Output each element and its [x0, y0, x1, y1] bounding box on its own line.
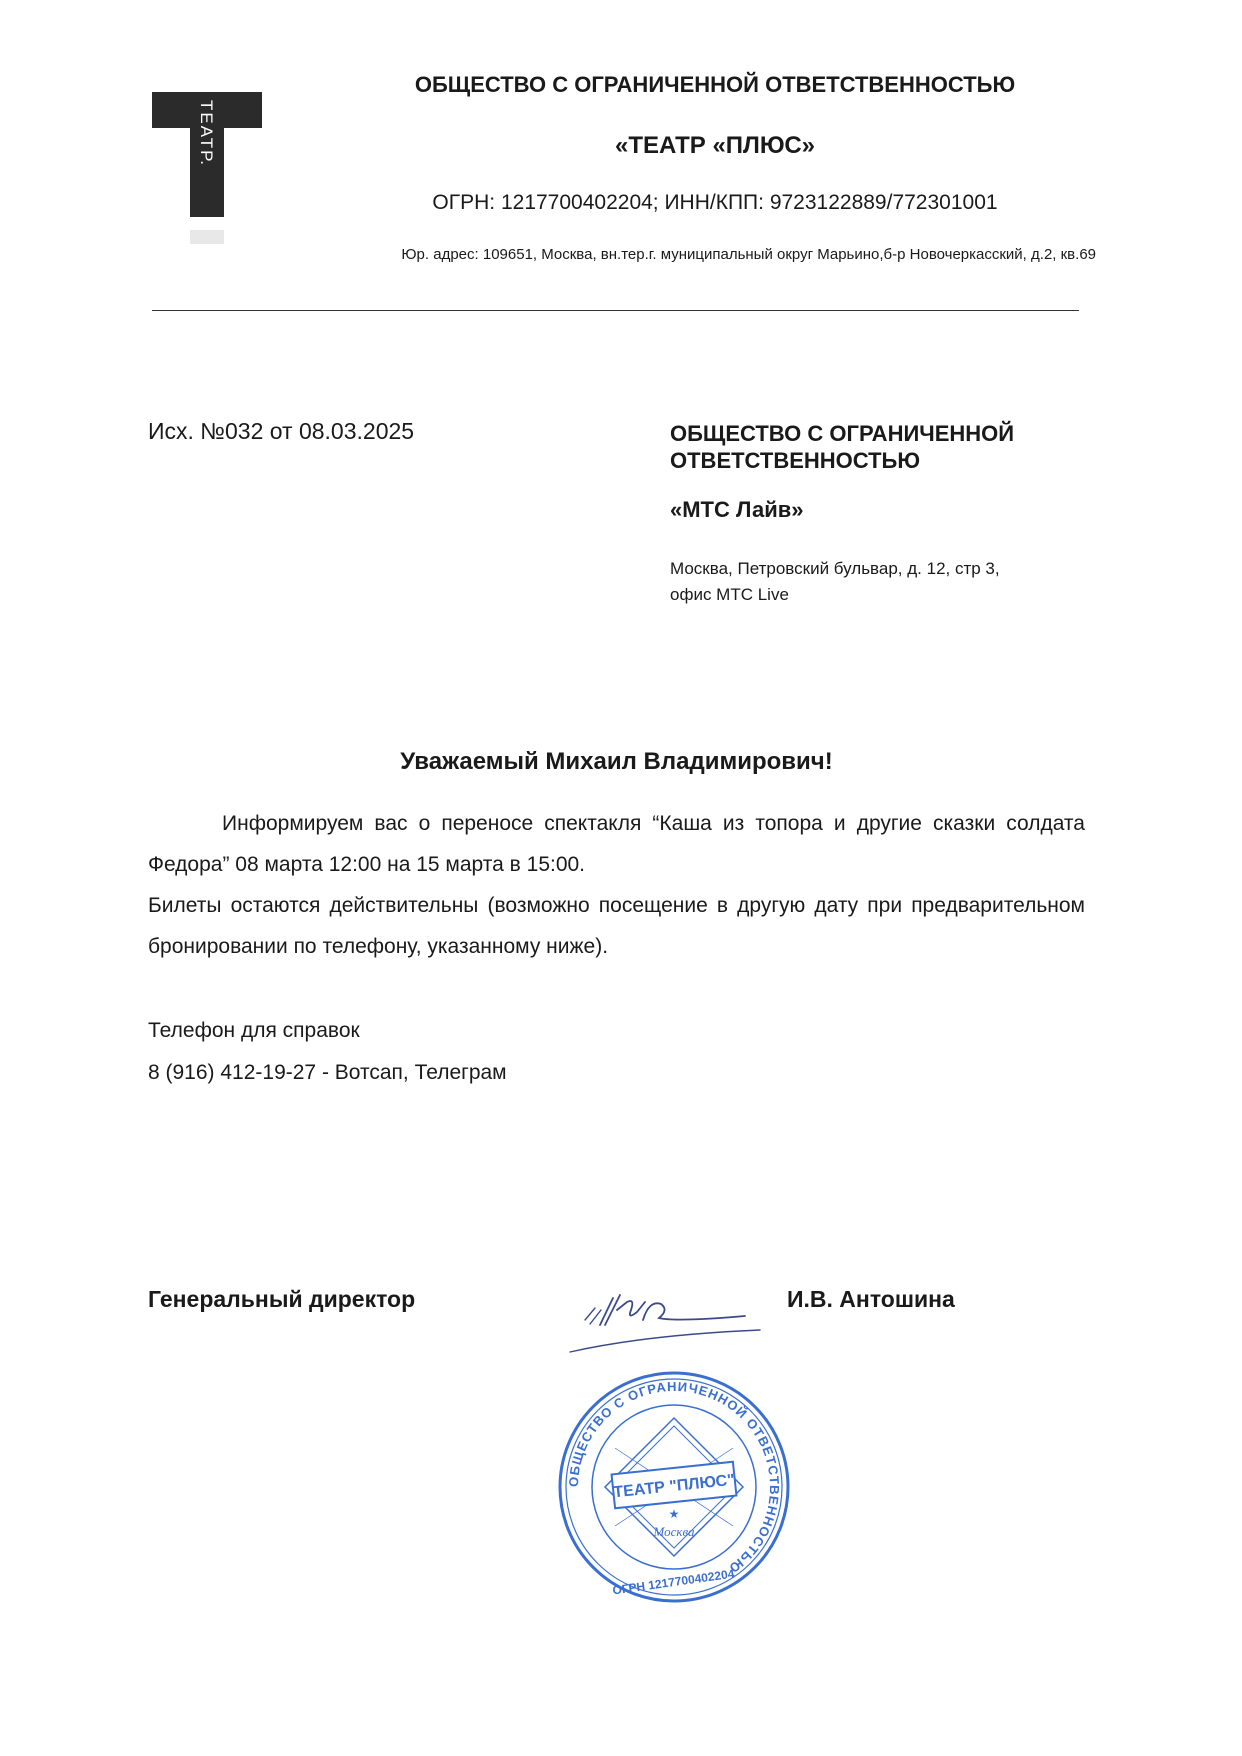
salutation: Уважаемый Михаил Владимирович! — [400, 748, 833, 775]
logo-text: ТЕАТР. — [197, 100, 216, 167]
stamp-center-text: ТЕАТР "ПЛЮС" — [612, 1471, 736, 1502]
signatory-name: И.В. Антошина — [787, 1286, 955, 1312]
letterhead-divider — [152, 310, 1079, 311]
sender-legal-address: Юр. адрес: 109651, Москва, вн.тер.г. муниципальный округ Марьино,б-р Новочеркасский, д.2, кв.69 — [401, 246, 1096, 263]
stamp-star-icon: ★ — [668, 1507, 680, 1521]
body-paragraph-2: Билеты остаются действительны (возможно посещение в другую дату при предварительном бронировании по телефону, указанному ниже). — [148, 894, 1085, 958]
signatory-title: Генеральный директор — [148, 1286, 416, 1312]
company-stamp — [555, 1368, 793, 1606]
sender-registration: ОГРН: 1217700402204; ИНН/КПП: 9723122889/772301001 — [432, 191, 998, 214]
recipient-org-name: «МТС Лайв» — [670, 497, 804, 522]
letter-body — [148, 803, 1085, 967]
stamp-ogrn-text: ОГРН 1217700402204 — [611, 1566, 736, 1598]
theatre-logo — [152, 92, 262, 252]
stamp-ring-text: ОБЩЕСТВО С ОГРАНИЧЕННОЙ ОТВЕТСТВЕННОСТЬЮ — [565, 1378, 783, 1577]
handwritten-signature — [565, 1280, 765, 1360]
recipient-address-line1: Москва, Петровский бульвар, д. 12, стр 3, — [670, 559, 1000, 578]
contact-label: Телефон для справок — [148, 1019, 360, 1042]
sender-org-type: ОБЩЕСТВО С ОГРАНИЧЕННОЙ ОТВЕТСТВЕННОСТЬЮ — [414, 72, 1016, 97]
stamp-city: Москва — [653, 1524, 695, 1539]
recipient-address-line2: офис МТС Live — [670, 585, 789, 604]
body-paragraph-1: Информируем вас о переносе спектакля “Каша из топора и другие сказки солдата Федора” 08 марта 12:00 на 15 марта в 15:00. — [148, 812, 1085, 876]
sender-org-name: «ТЕАТР «ПЛЮС» — [614, 132, 816, 159]
recipient-org-type: ОБЩЕСТВО С ОГРАНИЧЕННОЙ ОТВЕТСТВЕННОСТЬЮ — [670, 421, 1015, 473]
contact-info — [148, 1010, 507, 1094]
recipient-address — [670, 556, 1090, 608]
outgoing-reference: Исх. №032 от 08.03.2025 — [148, 418, 415, 444]
contact-phone: 8 (916) 412-19-27 - Вотсап, Телеграм — [148, 1061, 507, 1084]
